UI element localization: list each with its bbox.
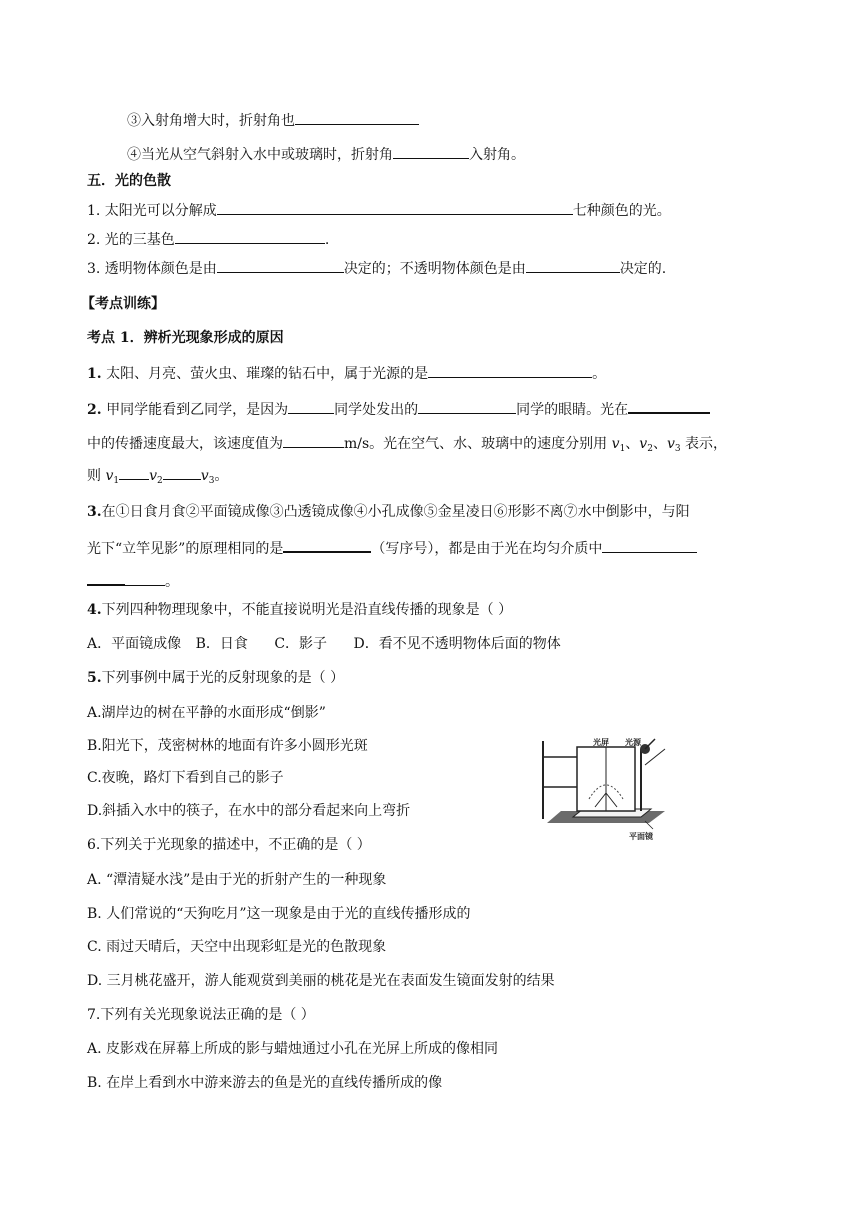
answer-blank[interactable] <box>87 570 125 586</box>
answer-blank[interactable] <box>602 538 697 553</box>
training-heading: 【考点训练】 <box>81 296 165 312</box>
question-4-options <box>87 634 561 654</box>
question-7: 7.下列有关光现象说法正确的是（ ） <box>87 1007 315 1023</box>
question-7-option-b[interactable]: B. 在岸上看到水中游来游去的鱼是光的直线传播所成的像 <box>87 1075 443 1091</box>
answer-blank[interactable] <box>393 144 469 159</box>
answer-blank[interactable] <box>163 465 201 480</box>
dispersion-question-3: 3. 透明物体颜色是由 决定的；不透明物体颜色是由 决定的. <box>87 258 666 279</box>
answer-blank[interactable] <box>418 399 516 414</box>
question-2-line-2: 中的传播速度最大，该速度值为 m/s。光在空气、水、玻璃中的速度分别用 $v_1$、$v_2$、$v_3$ 表示， <box>87 433 727 459</box>
question-2-line-3: 则 $v_1$ $v_2$ $v_3$。 <box>87 465 228 491</box>
question-5-option-a[interactable]: A.湖岸边的树在平静的水面形成“倒影” <box>87 705 326 721</box>
refraction-item-3: ③入射角增大时，折射角也 <box>127 110 419 131</box>
topic-1-heading: 考点 1．辨析光现象形成的原因 <box>87 330 284 346</box>
option-c[interactable]: C．影子 <box>274 636 328 652</box>
question-2-line-1: 2. 甲同学能看到乙同学，是因为 同学处发出的 同学的眼睛。光在 <box>87 398 710 420</box>
answer-blank[interactable] <box>295 110 419 125</box>
question-7-option-a[interactable]: A. 皮影戏在屏幕上所成的影与蜡烛通过小孔在光屏上所成的像相同 <box>87 1041 499 1057</box>
answer-blank[interactable] <box>288 399 334 414</box>
question-3-line-1: 3.在①日食月食②平面镜成像③凸透镜成像④小孔成像⑤金星凌日⑥形影不离⑦水中倒影中，与阳 <box>87 504 690 520</box>
answer-blank[interactable] <box>217 200 573 215</box>
answer-blank[interactable] <box>526 258 620 273</box>
source-holder <box>645 739 655 749</box>
answer-blank[interactable] <box>283 537 371 553</box>
question-5-option-c[interactable]: C.夜晚，路灯下看到自己的影子 <box>87 770 284 786</box>
section-heading-dispersion: 五．光的色散 <box>87 173 171 189</box>
answer-blank[interactable] <box>217 258 344 273</box>
refraction-item-4: ④当光从空气斜射入水中或玻璃时，折射角 入射角。 <box>127 144 525 165</box>
question-1: 1. 太阳、月亮、萤火虫、璀璨的钻石中，属于光源的是 。 <box>87 363 606 384</box>
question-6-option-a[interactable]: A. “潭清疑水浅”是由于光的折射产生的一种现象 <box>87 872 387 888</box>
answer-blank[interactable] <box>283 433 344 448</box>
option-a[interactable]: A．平面镜成像 <box>87 636 182 652</box>
answer-blank[interactable] <box>125 571 165 586</box>
question-6-option-c[interactable]: C. 雨过天晴后，天空中出现彩虹是光的色散现象 <box>87 939 387 955</box>
dispersion-question-2: 2. 光的三基色 . <box>87 229 329 250</box>
answer-blank[interactable] <box>628 398 710 414</box>
question-3-line-3: 。 <box>87 570 179 592</box>
option-d[interactable]: D．看不见不透明物体后面的物体 <box>353 636 561 652</box>
question-5-option-b[interactable]: B.阳光下，茂密树林的地面有许多小圆形光斑 <box>87 738 368 754</box>
question-5-option-d[interactable]: D.斜插入水中的筷子，在水中的部分看起来向上弯折 <box>87 803 411 819</box>
mirror-experiment-figure <box>537 735 670 843</box>
answer-blank[interactable] <box>175 229 325 244</box>
answer-blank[interactable] <box>119 465 149 480</box>
dispersion-question-1: 1. 太阳光可以分解成 七种颜色的光。 <box>87 200 671 221</box>
question-6: 6.下列关于光现象的描述中，不正确的是（ ） <box>87 837 371 853</box>
question-3-line-2: 光下“立竿见影”的原理相同的是 （写序号），都是由于光在均匀介质中 <box>87 537 697 559</box>
source-label: 光源 <box>625 738 641 747</box>
question-4: 4.下列四种物理现象中，不能直接说明光是沿直线传播的现象是（ ） <box>87 602 513 618</box>
question-6-option-b[interactable]: B. 人们常说的“天狗吃月”这一现象是由于光的直线传播形成的 <box>87 906 471 922</box>
question-5: 5.下列事例中属于光的反射现象的是（ ） <box>87 670 345 686</box>
question-6-option-d[interactable]: D. 三月桃花盛开，游人能观赏到美丽的桃花是光在表面发生镜面发射的结果 <box>87 973 555 989</box>
option-b[interactable]: B．日食 <box>195 636 248 652</box>
answer-blank[interactable] <box>428 363 592 378</box>
screen-label: 光屏 <box>593 738 609 747</box>
mirror-label: 平面镜 <box>629 832 653 841</box>
